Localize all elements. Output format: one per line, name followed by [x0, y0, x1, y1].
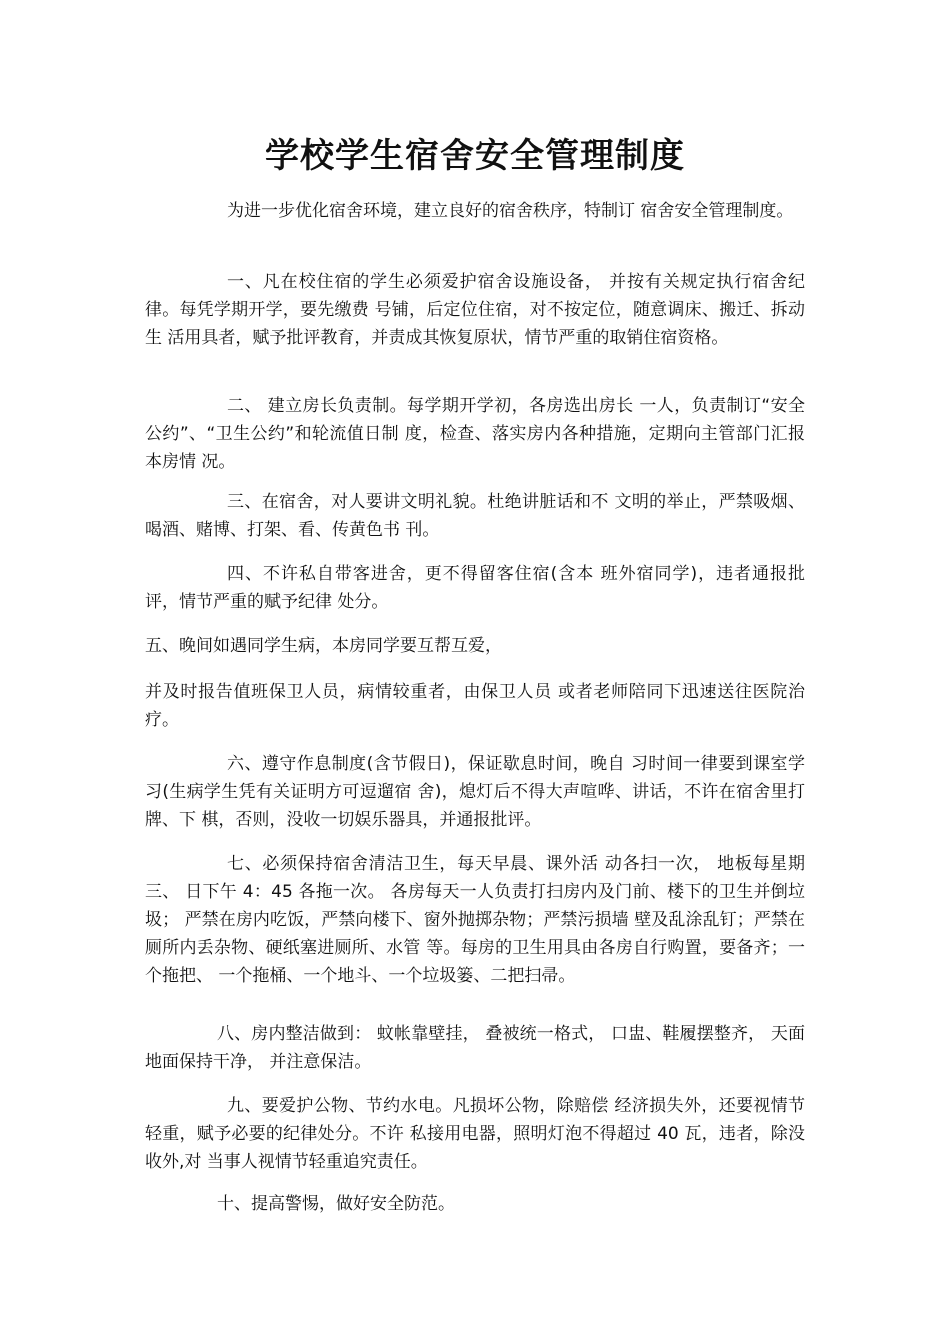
paragraph-intro: 为进一步优化宿舍环境，建立良好的宿舍秩序，特制订 宿舍安全管理制度。	[227, 201, 794, 221]
paragraph-rule-6: 六、遵守作息制度(含节假日)，保证歇息时间，晚自 习时间一律要到课室学习(生病学生凭有关证明方可逗遛宿 舍)，熄灯后不得大声喧哗、讲话，不许在宿舍里打牌、下 棋，否则，没收一切娱乐器具，并通报批评。	[145, 754, 805, 830]
paragraph-rule-10: 十、提高警惕，做好安全防范。	[217, 1194, 455, 1214]
paragraph-rule-1: 一、凡在校住宿的学生必须爱护宿舍设施设备， 并按有关规定执行宿舍纪律。每凭学期开学，要先缴费 号铺，后定位住宿，对不按定位，随意调床、搬迁、拆动生 活用具者，赋予批评教育，并责成其恢复原状，情节严重的取销住宿资格。	[145, 272, 805, 348]
paragraph-rule-2: 二、 建立房长负责制。每学期开学初，各房选出房长 一人，负责制订“安全公约”、“卫生公约”和轮流值日制 度，检查、落实房内各种措施，定期向主管部门汇报本房情 况。	[145, 396, 805, 472]
paragraph-rule-5: 五、晚间如遇同学生病，本房同学要互帮互爱，	[145, 636, 502, 656]
paragraph-rule-9: 九、要爱护公物、节约水电。凡损坏公物，除赔偿 经济损失外，还要视情节轻重，赋予必要的纪律处分。不许 私接用电器，照明灯泡不得超过 40 瓦，违者，除没收外,对 当事人视情节轻重追究责任。	[145, 1096, 805, 1172]
page-title: 学校学生宿舍安全管理制度	[265, 136, 685, 176]
paragraph-rule-7: 七、必须保持宿舍清洁卫生，每天早晨、课外活 动各扫一次， 地板每星期三、 日下午 4：45 各拖一次。 各房每天一人负责打扫房内及门前、楼下的卫生并倒垃圾； 严禁在房内吃饭，严禁向楼下、窗外抛掷杂物；严禁污损墙 壁及乱涂乱钉；严禁在厕所内丢杂物、硬纸塞进厕所、水管 等。每房的卫生用具由各房自行购置，要备齐；一个拖把、 一个拖桶、一个地斗、一个垃圾篓、二把扫帚。	[145, 854, 805, 986]
paragraph-rule-3: 三、在宿舍，对人要讲文明礼貌。杜绝讲脏话和不 文明的举止，严禁吸烟、喝酒、赌博、打架、看、传黄色书 刊。	[145, 492, 805, 540]
paragraph-rule-5-cont: 并及时报告值班保卫人员，病情较重者，由保卫人员 或者老师陪同下迅速送往医院治疗。	[145, 682, 805, 730]
paragraph-rule-4: 四、不许私自带客进舍，更不得留客住宿(含本 班外宿同学)，违者通报批评，情节严重的赋予纪律 处分。	[145, 564, 805, 612]
paragraph-rule-8: 八、房内整洁做到： 蚊帐靠壁挂， 叠被统一格式， 口盅、鞋履摆整齐， 天面地面保持干净， 并注意保洁。	[145, 1024, 805, 1072]
